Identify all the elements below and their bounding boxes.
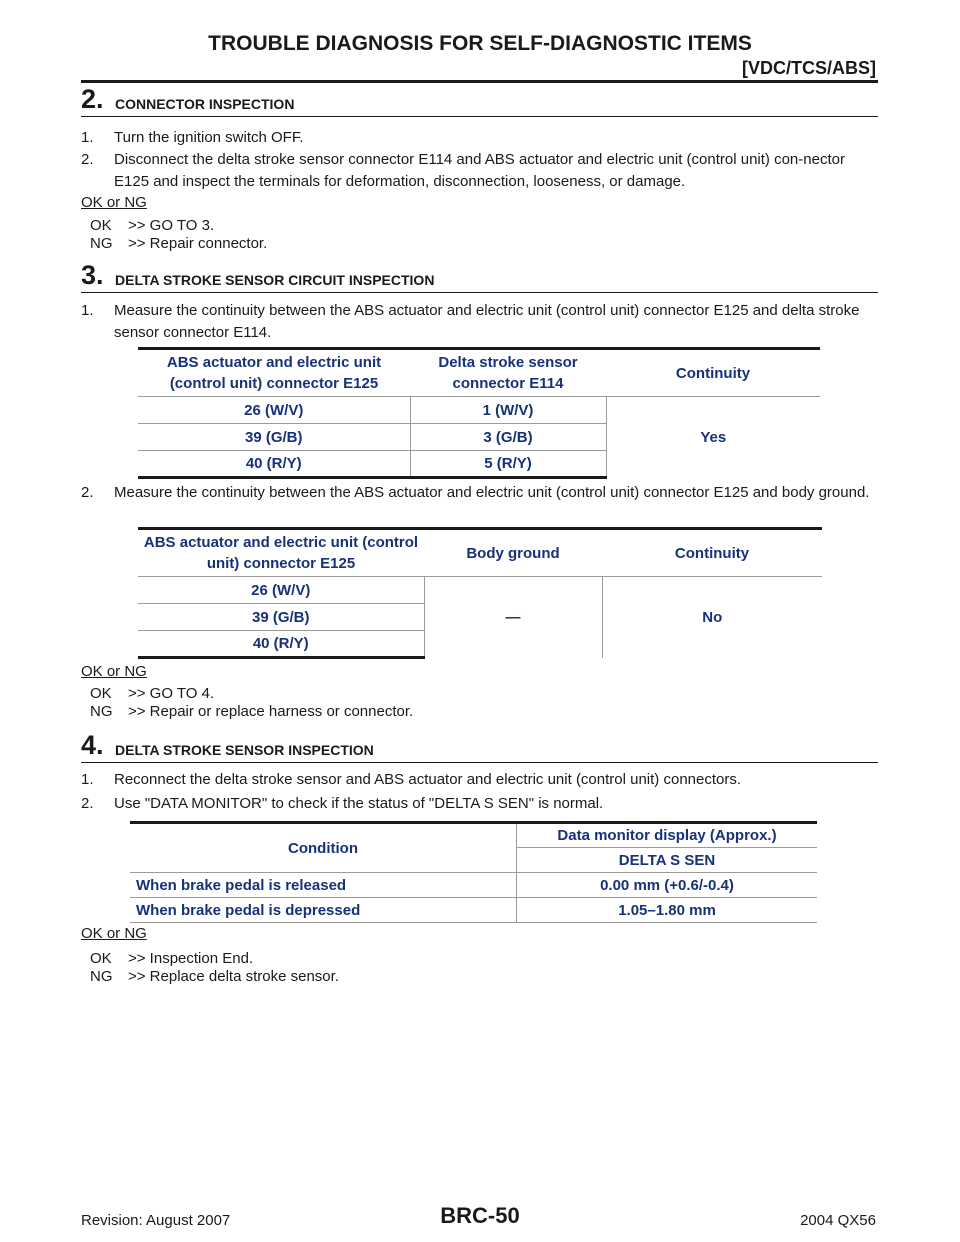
- instruction-item: [81, 149, 878, 193]
- cell-value: 1.05–1.80 mm: [517, 898, 818, 923]
- column-header: ABS actuator and electric unit (control unit) connector E125: [138, 529, 424, 577]
- step-4-heading: [81, 728, 878, 763]
- ok-or-ng-label: OK or NG: [81, 194, 147, 211]
- continuity-table-ground: [138, 527, 822, 659]
- item-text: Measure the continuity between the ABS actuator and electric unit (control unit) connector E125 and body ground.: [114, 484, 870, 501]
- page-title: TROUBLE DIAGNOSIS FOR SELF-DIAGNOSTIC ITEMS: [208, 32, 752, 55]
- cell-condition: When brake pedal is released: [130, 873, 517, 898]
- table-row: [130, 873, 817, 898]
- step-title: CONNECTOR INSPECTION: [115, 96, 295, 112]
- revision-date: Revision: August 2007: [81, 1212, 231, 1229]
- cell-abs-terminal: 39 (G/B): [138, 424, 410, 451]
- item-text: Disconnect the delta stroke sensor connector E114 and ABS actuator and electric unit (control unit) con-nector E125 and inspect the terminals for deformation, disconnection, looseness, or damage.: [114, 151, 845, 190]
- result-ng: NG >> Repair connector.: [90, 235, 268, 252]
- model-year: 2004 QX56: [800, 1212, 876, 1229]
- column-header: Delta stroke sensor connector E114: [410, 349, 606, 397]
- step-number: 2.: [81, 84, 104, 114]
- instruction-item: [81, 127, 878, 149]
- instruction-item: [81, 769, 878, 791]
- ok-or-ng-label: OK or NG: [81, 663, 147, 680]
- item-text: Turn the ignition switch OFF.: [114, 129, 304, 146]
- table-row: [138, 397, 820, 424]
- continuity-table-e114: [138, 347, 820, 479]
- page-number: BRC-50: [440, 1203, 520, 1228]
- step-title: DELTA STROKE SENSOR INSPECTION: [115, 742, 374, 758]
- cell-abs-terminal: 40 (R/Y): [138, 451, 410, 478]
- result-ng: NG >> Replace delta stroke sensor.: [90, 968, 339, 985]
- step-3-heading: [81, 258, 878, 293]
- item-number: 2.: [81, 151, 94, 168]
- data-monitor-table: [130, 821, 817, 923]
- step-number: 3.: [81, 260, 104, 290]
- item-text: Use "DATA MONITOR" to check if the status of "DELTA S SEN" is normal.: [114, 795, 604, 812]
- item-number: 1.: [81, 129, 94, 146]
- cell-condition: When brake pedal is depressed: [130, 898, 517, 923]
- column-header: Data monitor display (Approx.): [517, 823, 818, 848]
- item-number: 1.: [81, 302, 94, 319]
- column-header: ABS actuator and electric unit (control unit) connector E125: [138, 349, 410, 397]
- cell-abs-terminal: 39 (G/B): [138, 604, 424, 631]
- cell-abs-terminal: 26 (W/V): [138, 577, 424, 604]
- cell-continuity: Yes: [606, 397, 820, 478]
- table-row: [130, 898, 817, 923]
- item-number: 2.: [81, 484, 94, 501]
- instruction-item: [81, 482, 878, 504]
- result-ok: OK >> GO TO 4.: [90, 685, 215, 702]
- cell-body-ground: —: [424, 577, 602, 658]
- result-ng: NG >> Repair or replace harness or connector.: [90, 703, 414, 720]
- cell-sensor-terminal: 5 (R/Y): [410, 451, 606, 478]
- result-ok: OK >> Inspection End.: [90, 950, 254, 967]
- column-header: Continuity: [602, 529, 822, 577]
- ok-or-ng-label: OK or NG: [81, 925, 147, 942]
- item-number: 1.: [81, 771, 94, 788]
- section-code: [VDC/TCS/ABS]: [742, 58, 876, 78]
- column-header: Body ground: [424, 529, 602, 577]
- cell-abs-terminal: 40 (R/Y): [138, 631, 424, 658]
- item-number: 2.: [81, 795, 94, 812]
- column-header: Condition: [130, 823, 517, 873]
- step-2-heading: [81, 82, 878, 117]
- table-row: [138, 577, 822, 604]
- cell-continuity: No: [602, 577, 822, 658]
- item-text: Reconnect the delta stroke sensor and ABS actuator and electric unit (control unit) connectors.: [114, 771, 742, 788]
- column-subheader: DELTA S SEN: [517, 848, 818, 873]
- column-header: Continuity: [606, 349, 820, 397]
- instruction-item: [81, 300, 878, 344]
- cell-value: 0.00 mm (+0.6/-0.4): [517, 873, 818, 898]
- step-number: 4.: [81, 730, 104, 760]
- instruction-item: [81, 793, 878, 815]
- cell-sensor-terminal: 3 (G/B): [410, 424, 606, 451]
- step-title: DELTA STROKE SENSOR CIRCUIT INSPECTION: [115, 272, 435, 288]
- cell-sensor-terminal: 1 (W/V): [410, 397, 606, 424]
- result-ok: OK >> GO TO 3.: [90, 217, 215, 234]
- item-text: Measure the continuity between the ABS actuator and electric unit (control unit) connector E125 and delta stroke sensor connector E114.: [114, 302, 860, 341]
- cell-abs-terminal: 26 (W/V): [138, 397, 410, 424]
